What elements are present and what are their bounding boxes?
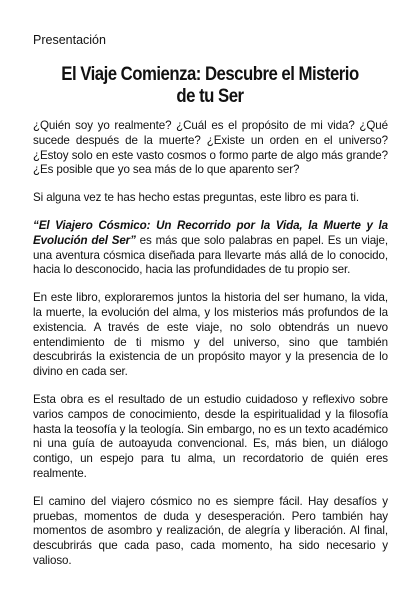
paragraph-study: Esta obra es el resultado de un estudio cuidadoso y reflexivo sobre varios campos de conocimiento, desde la espiritualidad y la filosofía hasta la teosofía y la teología. Sin embargo, no es un texto académico ni una guía de autoayuda convencional. Es, más bien, un diálogo contigo, un espejo para tu alma, un recordatorio de quién eres realmente. <box>33 392 388 480</box>
paragraph-exploration: En este libro, exploraremos juntos la historia del ser humano, la vida, la muerte, la evolución del alma, y los misterios más profundos de la existencia. A través de este viaje, no solo obtendrás un nuevo entendimiento de ti mismo y del universo, sino que también descubrirás la existencia de un propósito mayor y la presencia de lo divino en cada ser. <box>33 291 388 379</box>
paragraph-invitation: Si alguna vez te has hecho estas preguntas, este libro es para ti. <box>33 191 359 205</box>
page-title: El Viaje Comienza: Descubre el Misterio de tu Ser <box>61 63 359 107</box>
paragraph-journey: El camino del viajero cósmico no es siempre fácil. Hay desafíos y pruebas, momentos de duda y desesperación. Pero también hay momentos de asombro y realización, de alegría y liberación. Al final, descubrirás que cada paso, cada momento, ha sido necesario y valioso. <box>33 494 388 567</box>
section-label: Presentación <box>33 33 106 47</box>
book-title: “El Viajero Cósmico: Un Recorrido por la Vida, la Muerte y la Evolución del Ser” <box>33 218 388 247</box>
paragraph-book-intro <box>33 219 388 278</box>
body-text <box>33 119 388 569</box>
book-intro-text: es más que solo palabras en papel. Es un viaje, una aventura cósmica diseñada para llevarte más allá de lo conocido, hacia lo desconocido, hacia las profundidades de tu propio ser. <box>33 233 388 277</box>
paragraph-questions: ¿Quién soy yo realmente? ¿Cuál es el propósito de mi vida? ¿Qué sucede después de la muerte? ¿Existe un orden en el universo? ¿Estoy solo en este vasto cosmos o formo parte de algo más grande? ¿Es posible que yo sea más de lo que aparento ser? <box>33 119 388 177</box>
